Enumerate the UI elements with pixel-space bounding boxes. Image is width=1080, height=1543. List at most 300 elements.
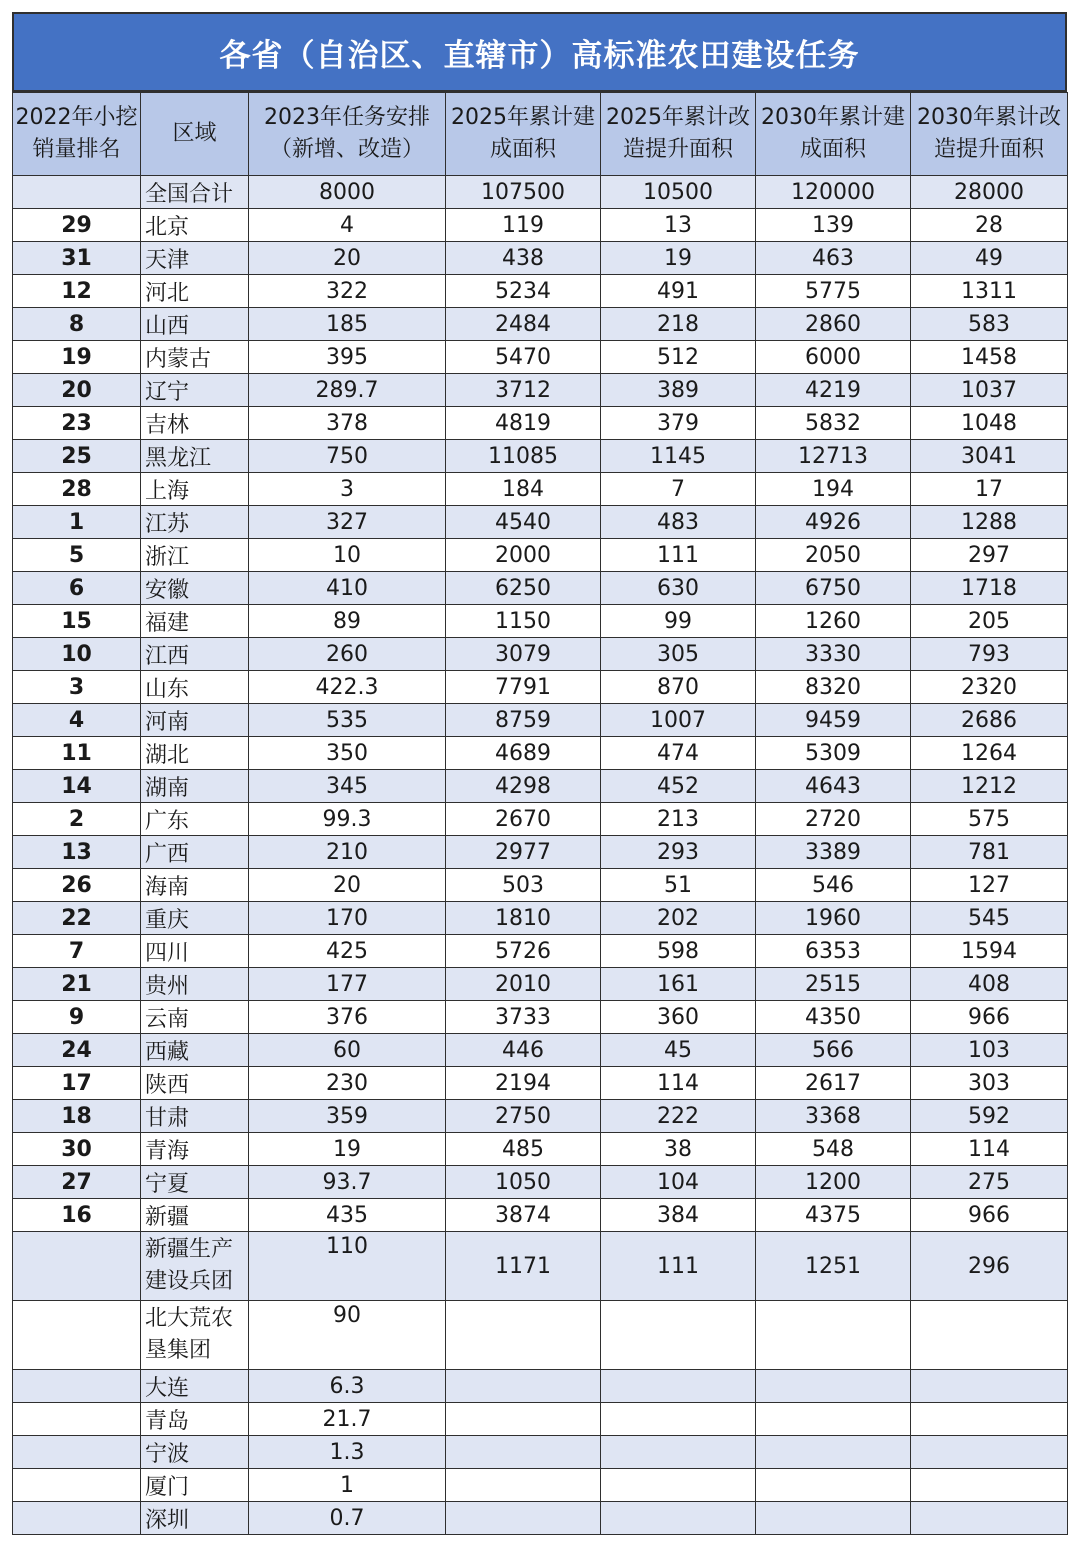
region-cell: 北大荒农垦集团 [141, 1301, 249, 1370]
built-2030-cell: 6750 [756, 572, 911, 605]
built-2025-cell: 2010 [446, 968, 601, 1001]
table-row [13, 1133, 1068, 1166]
upgrade-2030-cell: 1288 [911, 506, 1068, 539]
task-2023-cell: 177 [249, 968, 446, 1001]
region-cell: 安徽 [141, 572, 249, 605]
table-row [13, 1301, 1068, 1370]
table-row [13, 473, 1068, 506]
task-2023-cell: 8000 [249, 176, 446, 209]
task-2023-cell: 378 [249, 407, 446, 440]
built-2030-cell: 3368 [756, 1100, 911, 1133]
task-2023-cell: 210 [249, 836, 446, 869]
built-2025-cell: 485 [446, 1133, 601, 1166]
built-2030-cell: 1251 [756, 1232, 911, 1301]
built-2030-cell: 4350 [756, 1001, 911, 1034]
built-2030-cell [756, 1403, 911, 1436]
rank-cell [13, 1469, 141, 1502]
upgrade-2025-cell: 512 [601, 341, 756, 374]
upgrade-2030-cell: 1264 [911, 737, 1068, 770]
upgrade-2025-cell [601, 1436, 756, 1469]
upgrade-2025-cell: 114 [601, 1067, 756, 1100]
upgrade-2025-cell: 384 [601, 1199, 756, 1232]
task-2023-cell: 110 [249, 1232, 446, 1301]
upgrade-2025-cell: 389 [601, 374, 756, 407]
table-row [13, 440, 1068, 473]
task-2023-cell: 322 [249, 275, 446, 308]
task-2023-cell: 435 [249, 1199, 446, 1232]
region-cell: 厦门 [141, 1469, 249, 1502]
upgrade-2030-cell: 1037 [911, 374, 1068, 407]
task-2023-cell: 376 [249, 1001, 446, 1034]
upgrade-2025-cell: 305 [601, 638, 756, 671]
upgrade-2025-cell: 104 [601, 1166, 756, 1199]
built-2025-cell: 11085 [446, 440, 601, 473]
header-rank: 2022年小挖销量排名 [13, 93, 141, 176]
rank-cell [13, 176, 141, 209]
upgrade-2025-cell: 45 [601, 1034, 756, 1067]
table-row [13, 1034, 1068, 1067]
rank-cell: 1 [13, 506, 141, 539]
region-cell: 青海 [141, 1133, 249, 1166]
built-2025-cell: 184 [446, 473, 601, 506]
built-2025-cell: 119 [446, 209, 601, 242]
built-2030-cell: 546 [756, 869, 911, 902]
table-row [13, 506, 1068, 539]
upgrade-2030-cell [911, 1436, 1068, 1469]
rank-cell: 8 [13, 308, 141, 341]
upgrade-2025-cell [601, 1370, 756, 1403]
region-cell: 浙江 [141, 539, 249, 572]
rank-cell: 30 [13, 1133, 141, 1166]
rank-cell [13, 1403, 141, 1436]
upgrade-2025-cell: 161 [601, 968, 756, 1001]
header-task-2023: 2023年任务安排（新增、改造） [249, 93, 446, 176]
region-cell: 天津 [141, 242, 249, 275]
built-2030-cell: 4219 [756, 374, 911, 407]
task-2023-cell: 21.7 [249, 1403, 446, 1436]
upgrade-2025-cell: 598 [601, 935, 756, 968]
built-2030-cell: 5775 [756, 275, 911, 308]
header-upgrade-2025: 2025年累计改造提升面积 [601, 93, 756, 176]
upgrade-2025-cell: 13 [601, 209, 756, 242]
table-row [13, 1166, 1068, 1199]
table-row [13, 1436, 1068, 1469]
table-row [13, 671, 1068, 704]
task-2023-cell: 1.3 [249, 1436, 446, 1469]
rank-cell: 17 [13, 1067, 141, 1100]
region-cell: 全国合计 [141, 176, 249, 209]
upgrade-2025-cell: 1007 [601, 704, 756, 737]
table-row [13, 1403, 1068, 1436]
built-2030-cell: 9459 [756, 704, 911, 737]
header-region: 区域 [141, 93, 249, 176]
built-2025-cell: 8759 [446, 704, 601, 737]
region-cell: 重庆 [141, 902, 249, 935]
table-row [13, 572, 1068, 605]
rank-cell: 16 [13, 1199, 141, 1232]
table-row [13, 704, 1068, 737]
upgrade-2025-cell: 379 [601, 407, 756, 440]
table-row [13, 341, 1068, 374]
table-row [13, 902, 1068, 935]
upgrade-2025-cell: 202 [601, 902, 756, 935]
table-row [13, 869, 1068, 902]
region-cell: 北京 [141, 209, 249, 242]
task-2023-cell: 10 [249, 539, 446, 572]
built-2025-cell: 3712 [446, 374, 601, 407]
built-2030-cell: 3330 [756, 638, 911, 671]
rank-cell: 22 [13, 902, 141, 935]
region-cell: 江西 [141, 638, 249, 671]
built-2025-cell: 3733 [446, 1001, 601, 1034]
header-built-2025: 2025年累计建成面积 [446, 93, 601, 176]
built-2025-cell: 2750 [446, 1100, 601, 1133]
built-2025-cell: 1150 [446, 605, 601, 638]
upgrade-2025-cell [601, 1403, 756, 1436]
table-row [13, 1502, 1068, 1535]
built-2025-cell: 4540 [446, 506, 601, 539]
built-2030-cell [756, 1436, 911, 1469]
built-2025-cell [446, 1301, 601, 1370]
region-cell: 山西 [141, 308, 249, 341]
upgrade-2025-cell [601, 1301, 756, 1370]
table-row [13, 968, 1068, 1001]
upgrade-2030-cell: 303 [911, 1067, 1068, 1100]
upgrade-2025-cell: 1145 [601, 440, 756, 473]
upgrade-2025-cell: 111 [601, 1232, 756, 1301]
task-2023-cell: 60 [249, 1034, 446, 1067]
built-2025-cell: 4298 [446, 770, 601, 803]
rank-cell [13, 1301, 141, 1370]
task-2023-cell: 345 [249, 770, 446, 803]
table-row [13, 1001, 1068, 1034]
upgrade-2025-cell: 10500 [601, 176, 756, 209]
table-row [13, 1199, 1068, 1232]
table-row [13, 1370, 1068, 1403]
built-2025-cell: 1171 [446, 1232, 601, 1301]
table-row [13, 242, 1068, 275]
rank-cell: 27 [13, 1166, 141, 1199]
rank-cell: 25 [13, 440, 141, 473]
task-2023-cell: 327 [249, 506, 446, 539]
region-cell: 河北 [141, 275, 249, 308]
upgrade-2030-cell: 205 [911, 605, 1068, 638]
upgrade-2025-cell [601, 1469, 756, 1502]
built-2025-cell [446, 1469, 601, 1502]
task-2023-cell: 230 [249, 1067, 446, 1100]
built-2030-cell: 3389 [756, 836, 911, 869]
built-2025-cell: 4819 [446, 407, 601, 440]
built-2030-cell: 1960 [756, 902, 911, 935]
built-2030-cell: 4926 [756, 506, 911, 539]
rank-cell: 24 [13, 1034, 141, 1067]
built-2030-cell: 4375 [756, 1199, 911, 1232]
built-2030-cell: 2515 [756, 968, 911, 1001]
upgrade-2030-cell: 1212 [911, 770, 1068, 803]
rank-cell: 18 [13, 1100, 141, 1133]
upgrade-2030-cell: 3041 [911, 440, 1068, 473]
region-cell: 海南 [141, 869, 249, 902]
upgrade-2025-cell: 452 [601, 770, 756, 803]
region-cell: 福建 [141, 605, 249, 638]
upgrade-2030-cell [911, 1370, 1068, 1403]
built-2030-cell: 1260 [756, 605, 911, 638]
upgrade-2030-cell: 966 [911, 1001, 1068, 1034]
upgrade-2030-cell: 781 [911, 836, 1068, 869]
region-cell: 宁波 [141, 1436, 249, 1469]
upgrade-2030-cell: 2320 [911, 671, 1068, 704]
built-2025-cell: 5726 [446, 935, 601, 968]
built-2030-cell: 463 [756, 242, 911, 275]
upgrade-2030-cell: 28 [911, 209, 1068, 242]
upgrade-2025-cell: 483 [601, 506, 756, 539]
rank-cell: 21 [13, 968, 141, 1001]
built-2030-cell [756, 1469, 911, 1502]
region-cell: 青岛 [141, 1403, 249, 1436]
rank-cell: 10 [13, 638, 141, 671]
upgrade-2030-cell: 408 [911, 968, 1068, 1001]
upgrade-2025-cell: 111 [601, 539, 756, 572]
upgrade-2025-cell: 491 [601, 275, 756, 308]
rank-cell: 11 [13, 737, 141, 770]
task-2023-cell: 99.3 [249, 803, 446, 836]
built-2030-cell: 6000 [756, 341, 911, 374]
upgrade-2025-cell: 293 [601, 836, 756, 869]
upgrade-2030-cell: 1594 [911, 935, 1068, 968]
rank-cell: 5 [13, 539, 141, 572]
table-row [13, 605, 1068, 638]
built-2025-cell: 446 [446, 1034, 601, 1067]
rank-cell: 14 [13, 770, 141, 803]
built-2030-cell: 6353 [756, 935, 911, 968]
region-cell: 黑龙江 [141, 440, 249, 473]
built-2030-cell: 8320 [756, 671, 911, 704]
table-body [13, 176, 1068, 1535]
built-2025-cell [446, 1436, 601, 1469]
region-cell: 上海 [141, 473, 249, 506]
upgrade-2030-cell [911, 1403, 1068, 1436]
built-2025-cell [446, 1502, 601, 1535]
rank-cell: 15 [13, 605, 141, 638]
region-cell: 陕西 [141, 1067, 249, 1100]
built-2025-cell: 7791 [446, 671, 601, 704]
upgrade-2025-cell: 222 [601, 1100, 756, 1133]
task-2023-cell: 89 [249, 605, 446, 638]
built-2025-cell: 3874 [446, 1199, 601, 1232]
table-row [13, 308, 1068, 341]
upgrade-2025-cell: 360 [601, 1001, 756, 1034]
region-cell: 甘肃 [141, 1100, 249, 1133]
table-row [13, 539, 1068, 572]
upgrade-2030-cell: 275 [911, 1166, 1068, 1199]
built-2030-cell: 2050 [756, 539, 911, 572]
region-cell: 深圳 [141, 1502, 249, 1535]
upgrade-2025-cell [601, 1502, 756, 1535]
task-2023-cell: 20 [249, 869, 446, 902]
rank-cell [13, 1232, 141, 1301]
built-2030-cell: 120000 [756, 176, 911, 209]
upgrade-2030-cell: 127 [911, 869, 1068, 902]
table-row [13, 1067, 1068, 1100]
upgrade-2025-cell: 38 [601, 1133, 756, 1166]
rank-cell: 23 [13, 407, 141, 440]
upgrade-2030-cell: 297 [911, 539, 1068, 572]
region-cell: 云南 [141, 1001, 249, 1034]
table-row [13, 770, 1068, 803]
upgrade-2025-cell: 7 [601, 473, 756, 506]
task-2023-cell: 3 [249, 473, 446, 506]
region-cell: 宁夏 [141, 1166, 249, 1199]
task-2023-cell: 1 [249, 1469, 446, 1502]
task-2023-cell: 0.7 [249, 1502, 446, 1535]
table-row [13, 737, 1068, 770]
upgrade-2030-cell: 296 [911, 1232, 1068, 1301]
region-cell: 内蒙古 [141, 341, 249, 374]
region-cell: 西藏 [141, 1034, 249, 1067]
upgrade-2025-cell: 99 [601, 605, 756, 638]
upgrade-2030-cell: 28000 [911, 176, 1068, 209]
upgrade-2025-cell: 19 [601, 242, 756, 275]
rank-cell: 19 [13, 341, 141, 374]
table-row [13, 803, 1068, 836]
rank-cell: 29 [13, 209, 141, 242]
region-cell: 四川 [141, 935, 249, 968]
upgrade-2030-cell: 583 [911, 308, 1068, 341]
rank-cell: 12 [13, 275, 141, 308]
region-cell: 辽宁 [141, 374, 249, 407]
built-2025-cell: 438 [446, 242, 601, 275]
upgrade-2030-cell: 103 [911, 1034, 1068, 1067]
built-2025-cell: 4689 [446, 737, 601, 770]
upgrade-2030-cell: 1048 [911, 407, 1068, 440]
built-2025-cell: 1810 [446, 902, 601, 935]
built-2025-cell: 2000 [446, 539, 601, 572]
rank-cell: 13 [13, 836, 141, 869]
built-2030-cell: 12713 [756, 440, 911, 473]
region-cell: 广东 [141, 803, 249, 836]
built-2025-cell [446, 1370, 601, 1403]
rank-cell [13, 1436, 141, 1469]
built-2030-cell [756, 1301, 911, 1370]
upgrade-2030-cell: 1311 [911, 275, 1068, 308]
upgrade-2030-cell [911, 1502, 1068, 1535]
region-cell: 大连 [141, 1370, 249, 1403]
task-table [12, 92, 1068, 1535]
region-cell: 山东 [141, 671, 249, 704]
table-row [13, 638, 1068, 671]
upgrade-2030-cell: 2686 [911, 704, 1068, 737]
rank-cell: 7 [13, 935, 141, 968]
task-2023-cell: 90 [249, 1301, 446, 1370]
upgrade-2025-cell: 474 [601, 737, 756, 770]
region-cell: 广西 [141, 836, 249, 869]
rank-cell [13, 1370, 141, 1403]
built-2030-cell: 1200 [756, 1166, 911, 1199]
built-2030-cell: 2720 [756, 803, 911, 836]
task-2023-cell: 20 [249, 242, 446, 275]
built-2030-cell: 2617 [756, 1067, 911, 1100]
upgrade-2025-cell: 870 [601, 671, 756, 704]
task-2023-cell: 350 [249, 737, 446, 770]
task-2023-cell: 289.7 [249, 374, 446, 407]
built-2030-cell [756, 1370, 911, 1403]
upgrade-2030-cell: 1458 [911, 341, 1068, 374]
header-row [13, 93, 1068, 176]
upgrade-2030-cell: 17 [911, 473, 1068, 506]
built-2030-cell: 5832 [756, 407, 911, 440]
rank-cell: 2 [13, 803, 141, 836]
task-2023-cell: 750 [249, 440, 446, 473]
region-cell: 新疆 [141, 1199, 249, 1232]
task-2023-cell: 395 [249, 341, 446, 374]
rank-cell [13, 1502, 141, 1535]
task-2023-cell: 170 [249, 902, 446, 935]
built-2025-cell: 2194 [446, 1067, 601, 1100]
task-2023-cell: 93.7 [249, 1166, 446, 1199]
task-2023-cell: 410 [249, 572, 446, 605]
table-row [13, 176, 1068, 209]
table-row [13, 407, 1068, 440]
table-title: 各省（自治区、直辖市）高标准农田建设任务 [12, 12, 1067, 92]
task-2023-cell: 19 [249, 1133, 446, 1166]
rank-cell: 20 [13, 374, 141, 407]
rank-cell: 9 [13, 1001, 141, 1034]
built-2030-cell: 4643 [756, 770, 911, 803]
header-built-2030: 2030年累计建成面积 [756, 93, 911, 176]
table-row [13, 374, 1068, 407]
rank-cell: 6 [13, 572, 141, 605]
task-2023-cell: 425 [249, 935, 446, 968]
task-2023-cell: 6.3 [249, 1370, 446, 1403]
built-2030-cell: 548 [756, 1133, 911, 1166]
rank-cell: 28 [13, 473, 141, 506]
upgrade-2030-cell: 1718 [911, 572, 1068, 605]
upgrade-2025-cell: 630 [601, 572, 756, 605]
built-2025-cell: 6250 [446, 572, 601, 605]
built-2030-cell: 566 [756, 1034, 911, 1067]
upgrade-2025-cell: 213 [601, 803, 756, 836]
task-2023-cell: 535 [249, 704, 446, 737]
task-2023-cell: 359 [249, 1100, 446, 1133]
upgrade-2030-cell [911, 1469, 1068, 1502]
built-2025-cell: 5234 [446, 275, 601, 308]
task-2023-cell: 422.3 [249, 671, 446, 704]
header-upgrade-2030: 2030年累计改造提升面积 [911, 93, 1068, 176]
built-2030-cell: 2860 [756, 308, 911, 341]
built-2030-cell: 194 [756, 473, 911, 506]
farmland-task-sheet [12, 12, 1067, 1535]
built-2030-cell [756, 1502, 911, 1535]
upgrade-2030-cell: 545 [911, 902, 1068, 935]
built-2025-cell: 2977 [446, 836, 601, 869]
rank-cell: 4 [13, 704, 141, 737]
task-2023-cell: 260 [249, 638, 446, 671]
built-2025-cell: 1050 [446, 1166, 601, 1199]
built-2025-cell: 5470 [446, 341, 601, 374]
built-2025-cell: 3079 [446, 638, 601, 671]
table-row [13, 1232, 1068, 1301]
task-2023-cell: 185 [249, 308, 446, 341]
built-2025-cell: 2670 [446, 803, 601, 836]
table-row [13, 935, 1068, 968]
table-row [13, 1469, 1068, 1502]
built-2030-cell: 5309 [756, 737, 911, 770]
region-cell: 湖北 [141, 737, 249, 770]
upgrade-2030-cell: 575 [911, 803, 1068, 836]
region-cell: 新疆生产建设兵团 [141, 1232, 249, 1301]
rank-cell: 3 [13, 671, 141, 704]
table-row [13, 275, 1068, 308]
